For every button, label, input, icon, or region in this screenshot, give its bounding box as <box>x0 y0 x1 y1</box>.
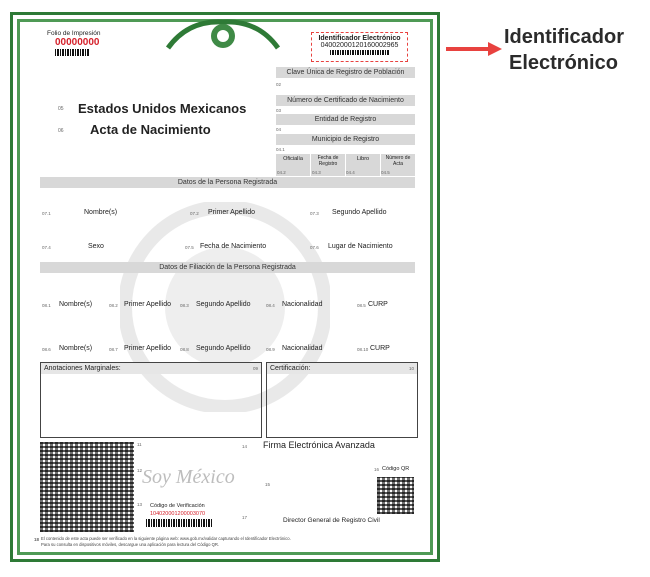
coat-of-arms-emblem <box>158 18 288 56</box>
reg-sex-label: Sexo <box>88 243 104 250</box>
footer-mobile-text: Para su consulta en dispositivos móviles, descargue una aplicación para lectura del Código QR. <box>41 542 220 547</box>
electronic-id-value: 04002000120160002965 <box>320 42 399 49</box>
qr-code-label: Código QR <box>382 466 410 472</box>
soy-mexico-watermark: Soy México <box>142 466 235 488</box>
fil1-curp-label: CURP <box>368 301 388 308</box>
numero-acta-col: Número de Acta <box>381 154 415 176</box>
act-title: Acta de Nacimiento <box>90 122 211 137</box>
fil2-nationality-label: Nacionalidad <box>282 345 323 352</box>
marginal-annotations-label: Anotaciones Marginales: <box>41 363 261 374</box>
document-content: Folio de Impresión 00000000 Identificador Electrónico 04002000120160002965 Clave Única de Registro de Población 02 Número de Certificado de Nacimiento 03 Entidad de Registro 04 Municipio de Registro 04.1 Oficialía Fecha de Registro Libro Número de Acta 04.2 04.3 04.4 04.5 05 Estados Unidos Mexicanos 06 Acta de Nacimiento Datos de la Persona Registrada 07.1 Nombre(s) 07.2 Primer Apellido 07.3 Segundo Apellido 07.4 Sexo 07.5 Fecha de Nacimiento 07.6 Lugar de Nacimiento Datos de Filiación de la Persona Registrada 08.1 Nombre(s) 08.2 Primer Apellido 08.3 Segundo Apellido 08.4 Nacionalidad 08.5 CURP 08.6 Nombre(s) 08.7 Primer Apellido 08.8 Segundo Apellido 08.9 Nacionalidad 08.10 CURP Anotaciones Marginales: 09 Certificación: 10 11 12 13 14 Firma Electrónica Avanzada Soy México 15 16 Código QR Código de Verificación 104020001200003070 17 Director General de Registro Civil 18 El contenido de este acta puede ser verificado en la siguiente página web: www.gob.mx/validar capturando el Identificador Electrónico. Para su consulta en dispositivos móviles, descargue una aplicación para lectura del Código QR. <box>10 12 440 562</box>
municipio-header: Municipio de Registro <box>276 134 415 145</box>
reg-name-label: Nombre(s) <box>84 209 118 216</box>
small-qr-code <box>377 477 414 514</box>
libro-col: Libro <box>346 154 381 176</box>
verification-label: Código de Verificación <box>150 503 205 509</box>
fil1-name-label: Nombre(s) <box>59 301 93 308</box>
callout-title-line1: Identificador <box>504 26 625 48</box>
large-qr-code <box>40 442 134 532</box>
fil2-first-surname-label: Primer Apellido <box>124 345 172 352</box>
reg-birthdate-label: Fecha de Nacimiento <box>200 243 267 250</box>
certification-box: Certificación: 10 <box>266 362 418 438</box>
curp-header: Clave Única de Registro de Población <box>276 67 415 78</box>
footer-verify-text: El contenido de este acta puede ser verificado en la siguiente página web: www.gob.mx/validar capturando el Identificador Electrónico. <box>41 536 291 541</box>
entidad-header: Entidad de Registro <box>276 114 415 125</box>
verification-barcode <box>146 519 212 527</box>
folio-label: Folio de Impresión <box>47 30 101 37</box>
electronic-id-barcode <box>330 50 390 55</box>
filiation-header: Datos de Filiación de la Persona Registrada <box>40 262 415 273</box>
director-title: Director General de Registro Civil <box>283 517 380 524</box>
callout-title-line2: Electrónico <box>509 52 618 74</box>
fil2-name-label: Nombre(s) <box>59 345 93 352</box>
country-title: Estados Unidos Mexicanos <box>78 101 247 116</box>
marginal-annotations-box: Anotaciones Marginales: 09 <box>40 362 262 438</box>
folio-barcode <box>55 49 89 56</box>
electronic-id-title: Identificador Electrónico <box>318 35 401 42</box>
reg-second-surname-label: Segundo Apellido <box>332 209 387 216</box>
verification-code: 104020001200003070 <box>150 511 206 517</box>
reg-first-surname-label: Primer Apellido <box>208 209 256 216</box>
folio-number: 00000000 <box>55 37 100 48</box>
signature-label: Firma Electrónica Avanzada <box>263 440 375 450</box>
fecha-registro-col: Fecha de Registro <box>311 154 346 176</box>
certification-label: Certificación: <box>267 363 417 374</box>
electronic-id-box <box>311 32 408 62</box>
reg-birthplace-label: Lugar de Nacimiento <box>328 243 393 250</box>
fil1-nationality-label: Nacionalidad <box>282 301 323 308</box>
fil2-second-surname-label: Segundo Apellido <box>196 345 251 352</box>
fil1-first-surname-label: Primer Apellido <box>124 301 172 308</box>
registered-person-header: Datos de la Persona Registrada <box>40 177 415 188</box>
oficialia-col: Oficialía <box>276 154 311 176</box>
cert-header: Número de Certificado de Nacimiento <box>276 95 415 106</box>
fil2-curp-label: CURP <box>370 345 390 352</box>
fil1-second-surname-label: Segundo Apellido <box>196 301 251 308</box>
callout-arrow <box>446 42 502 56</box>
